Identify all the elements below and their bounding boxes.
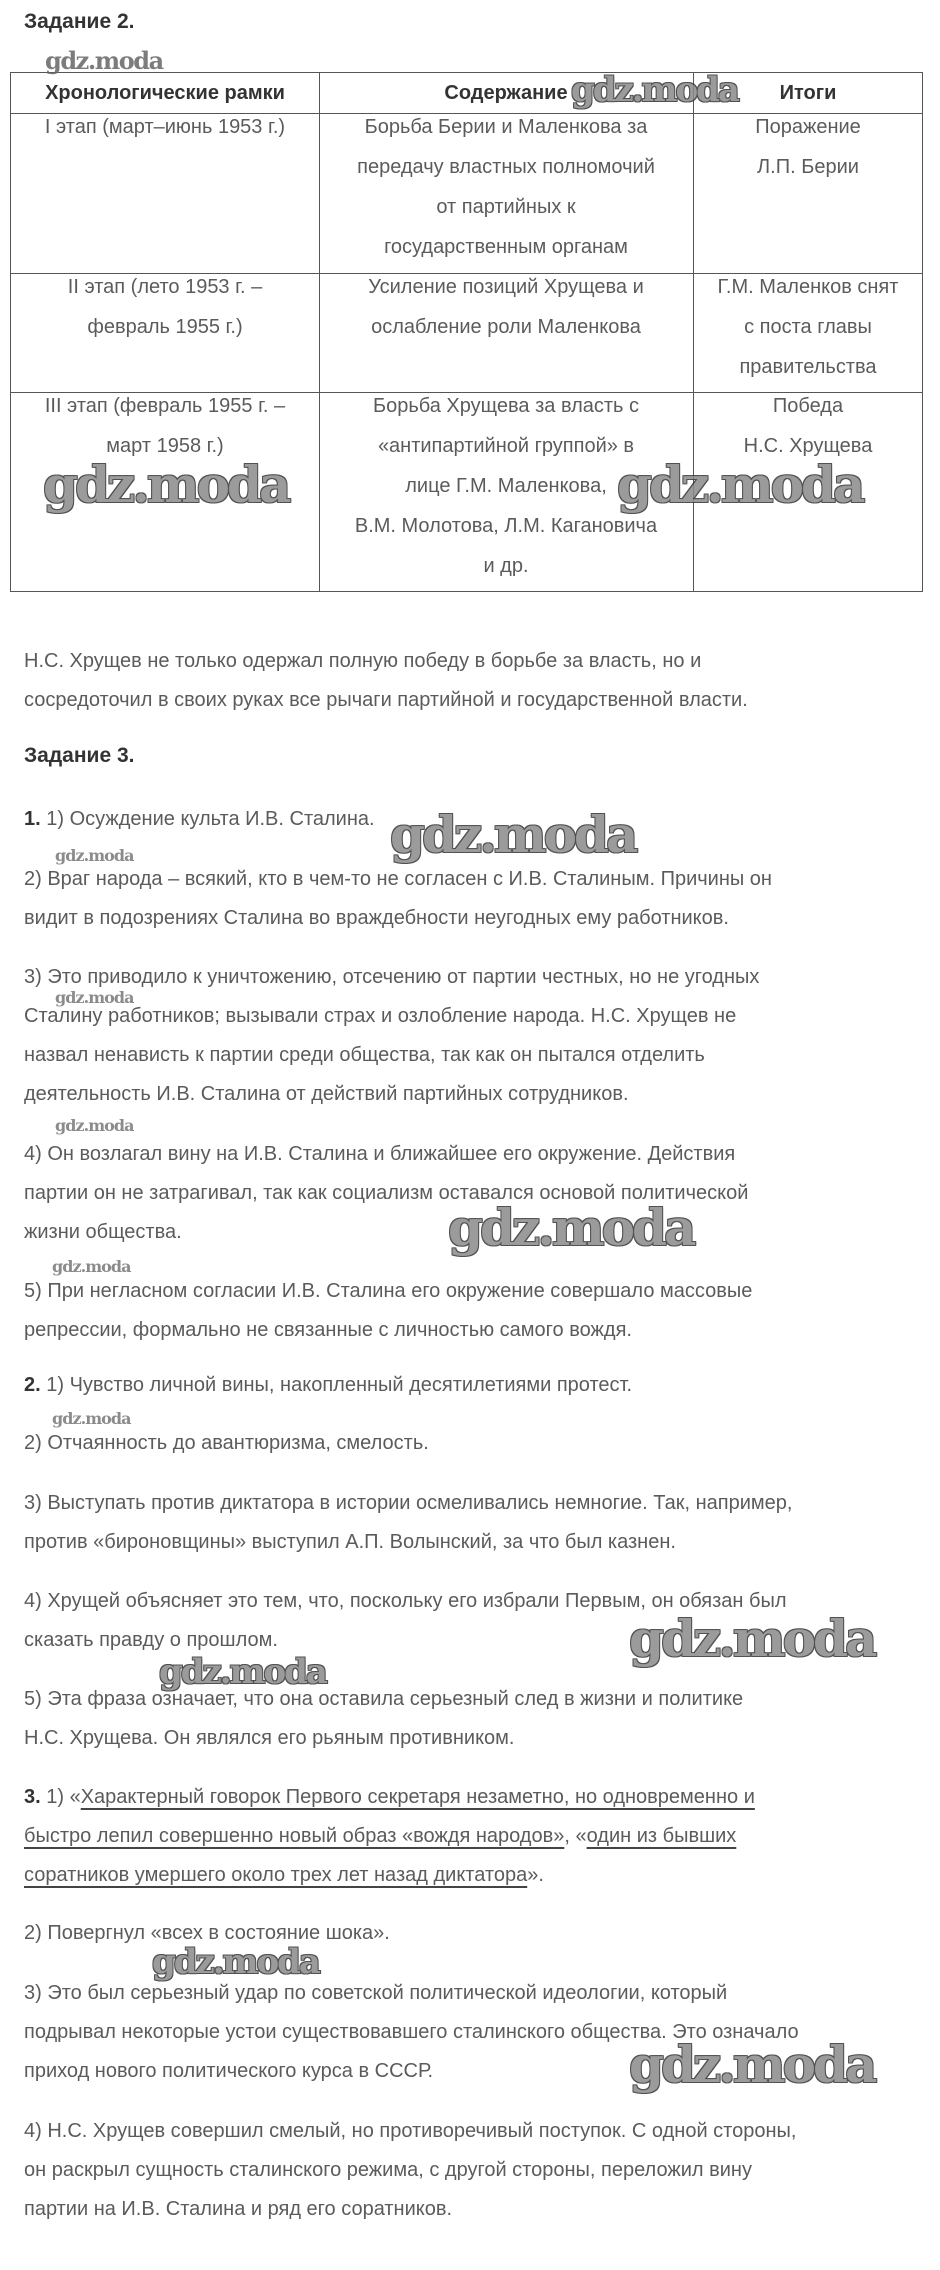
answer-2-1 [24,1366,930,1405]
table-header-content: Содержание [444,82,568,104]
answer-2-2: 2) Отчаянность до авантюризма, смелость. [24,1432,429,1454]
watermark: gdz.moda [43,455,289,514]
watermark: gdz.moda [55,846,134,865]
table-cell-results: Г.М. Маленков снят с поста главы правительства [717,276,899,378]
question-number: 2. [24,1374,41,1396]
table-cell-results: Поражение Л.П. Берии [755,116,861,178]
table-cell-period: III этап (февраль 1955 г. – март 1958 г.) [44,395,286,457]
watermark: gdz.moda [390,805,636,864]
task2-conclusion: Н.С. Хрущев не только одержал полную победу в борьбе за власть, но и сосредоточил в своих руках все рычаги партийной и государственной власти. [24,650,748,711]
watermark: gdz.moda [55,988,134,1007]
task3-heading: Задание 3. [24,744,135,767]
answer-prefix: 1) « [46,1786,81,1808]
answer-2-5: 5) Эта фраза означает, что она оставила серьезный след в жизни и политике Н.С. Хрущева. Он являлся его рьяным противником. [24,1688,744,1749]
table-header-results: Итоги [779,82,837,104]
task2-table [10,72,923,592]
table-cell-content: Борьба Берии и Маленкова за передачу властных полномочий от партийных к государственным органам [357,116,655,258]
table-cell-results: Победа Н.С. Хрущева [743,395,873,457]
watermark: gdz.moda [152,1942,319,1982]
watermark: gdz.moda [571,70,738,110]
table-cell-period: II этап (лето 1953 г. – февраль 1955 г.) [67,276,263,338]
watermark: gdz.moda [448,1198,694,1257]
watermark: gdz.moda [629,1609,875,1668]
answer-2-4: 4) Хрущей объясняет это тем, что, поскольку его избрали Первым, он обязан был сказать правду о прошлом. [24,1590,787,1651]
watermark: gdz.moda [45,46,163,75]
table-cell-content: Усиление позиций Хрущева и ослабление роли Маленкова [368,276,644,338]
watermark: gdz.moda [55,1116,134,1135]
answer-2-3: 3) Выступать против диктатора в истории осмеливались немногие. Так, например, против «бироновщины» выступил А.П. Волынский, за что был казнен. [24,1492,793,1553]
question-number: 3. [24,1786,41,1808]
watermark: gdz.moda [52,1257,131,1276]
quote-underlined: Характерный говорок Первого секретаря незаметно, но одновременно и быстро лепил совершенно новый образ «вождя народов» [24,1786,755,1847]
answer-1-4: 4) Он возлагал вину на И.В. Сталина и ближайшее его окружение. Действия партии он не затрагивал, так как социализм оставался основой политической жизни общества. [24,1143,749,1243]
answer-text: 1) Чувство личной вины, накопленный десятилетиями протест. [46,1374,633,1396]
watermark: gdz.moda [617,455,863,514]
table-cell-period: I этап (март–июнь 1953 г.) [44,116,286,138]
task2-heading: Задание 2. [24,10,135,33]
quote-separator: , « [564,1825,587,1847]
answer-suffix: ». [527,1864,544,1886]
table-cell-content: Борьба Хрущева за власть с «антипартийной группой» в лице Г.М. Маленкова, В.М. Молотова, Л.М. Кагановича и др. [354,395,658,577]
answer-text: 1) Осуждение культа И.В. Сталина. [46,808,375,830]
answer-1-3: 3) Это приводило к уничтожению, отсечению от партии честных, но не угодных Сталину работников; вызывали страх и озлобление народа. Н.С. Хрущев не назвал ненависть к партии среди общества, так как он пытался отделить деятельность И.В. Сталина от действий партийных сотрудников. [24,966,760,1105]
watermark: gdz.moda [52,1409,131,1428]
answer-3-4: 4) Н.С. Хрущев совершил смелый, но противоречивый поступок. С одной стороны, он раскрыл сущность сталинского режима, с другой стороны, переложил вину партии на И.В. Сталина и ряд его соратников. [24,2120,797,2220]
quote-underlined: один из бывших соратников умершего около трех лет назад диктатора [24,1825,737,1886]
question-number: 1. [24,808,41,830]
watermark: gdz.moda [629,2035,875,2094]
table-header-period: Хронологические рамки [45,82,285,104]
answer-1-2: 2) Враг народа – всякий, кто в чем-то не согласен с И.В. Сталиным. Причины он видит в подозрениях Сталина во враждебности неугодных ему работников. [24,868,772,929]
watermark: gdz.moda [159,1652,326,1692]
answer-3-3: 3) Это был серьезный удар по советской политической идеологии, который подрывал некоторые устои существовавшего сталинского общества. Это означало приход нового политического курса в СССР. [24,1982,799,2082]
answer-3-2: 2) Повергнул «всех в состояние шока». [24,1922,390,1944]
answer-1-5: 5) При негласном согласии И.В. Сталина его окружение совершало массовые репрессии, формально не связанные с личностью самого вождя. [24,1280,753,1341]
answer-3-1 [24,1778,930,1895]
